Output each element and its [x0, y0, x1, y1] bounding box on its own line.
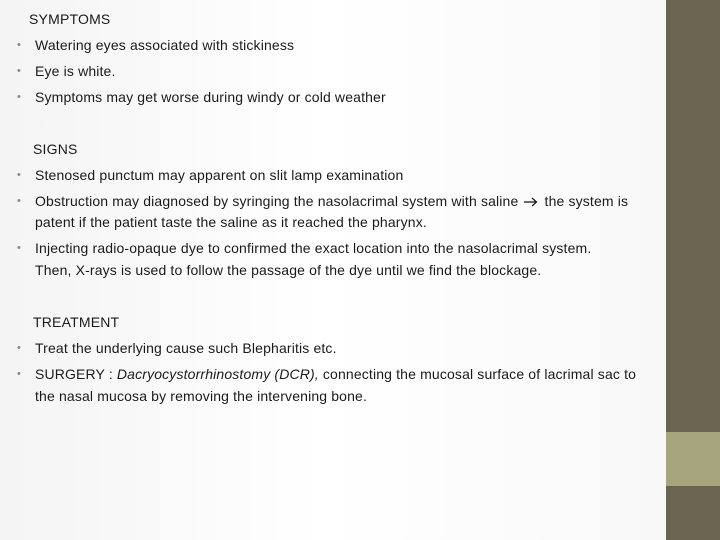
bullet-icon: • — [17, 91, 21, 103]
signs-heading: SIGNS — [33, 141, 78, 157]
bullet-icon: • — [17, 342, 21, 354]
bullet-icon: • — [17, 65, 21, 77]
sign-item: Injecting radio-opaque dye to confirmed the exact location into the nasolacrimal system. — [35, 240, 592, 256]
symptom-item: Symptoms may get worse during windy or cold weather — [35, 89, 386, 105]
sign-item-text: the system is — [544, 193, 629, 209]
procedure-name: Dacryocystorrhinostomy (DCR), — [116, 366, 319, 382]
treatment-item-text: connecting the mucosal surface of lacrimal sac to — [318, 366, 637, 382]
sign-item: Stenosed punctum may apparent on slit lamp examination — [35, 167, 404, 183]
sign-item — [35, 193, 628, 209]
right-arrow-icon — [524, 197, 538, 207]
symptom-item: Eye is white. — [35, 63, 116, 79]
sign-item-continuation: patent if the patient taste the saline as it reached the pharynx. — [35, 214, 427, 230]
treatment-item-prefix: SURGERY : — [35, 366, 117, 382]
symptoms-heading: SYMPTOMS — [29, 11, 111, 27]
bullet-icon: • — [17, 368, 21, 380]
treatment-item: Treat the underlying cause such Blepharitis etc. — [35, 340, 337, 356]
symptom-item: Watering eyes associated with stickiness — [35, 37, 295, 53]
sign-item-text: Obstruction may diagnosed by syringing the nasolacrimal system with saline — [35, 193, 519, 209]
sidebar-accent-block — [666, 432, 720, 486]
sign-item-continuation: Then, X-rays is used to follow the passage of the dye until we find the blockage. — [35, 262, 542, 278]
bullet-icon: • — [17, 39, 21, 51]
treatment-item — [35, 366, 636, 382]
bullet-icon: • — [17, 169, 21, 181]
treatment-heading: TREATMENT — [33, 314, 120, 330]
treatment-item-continuation: the nasal mucosa by removing the intervening bone. — [35, 388, 368, 404]
bullet-icon: • — [17, 195, 21, 207]
bullet-icon: • — [17, 242, 21, 254]
